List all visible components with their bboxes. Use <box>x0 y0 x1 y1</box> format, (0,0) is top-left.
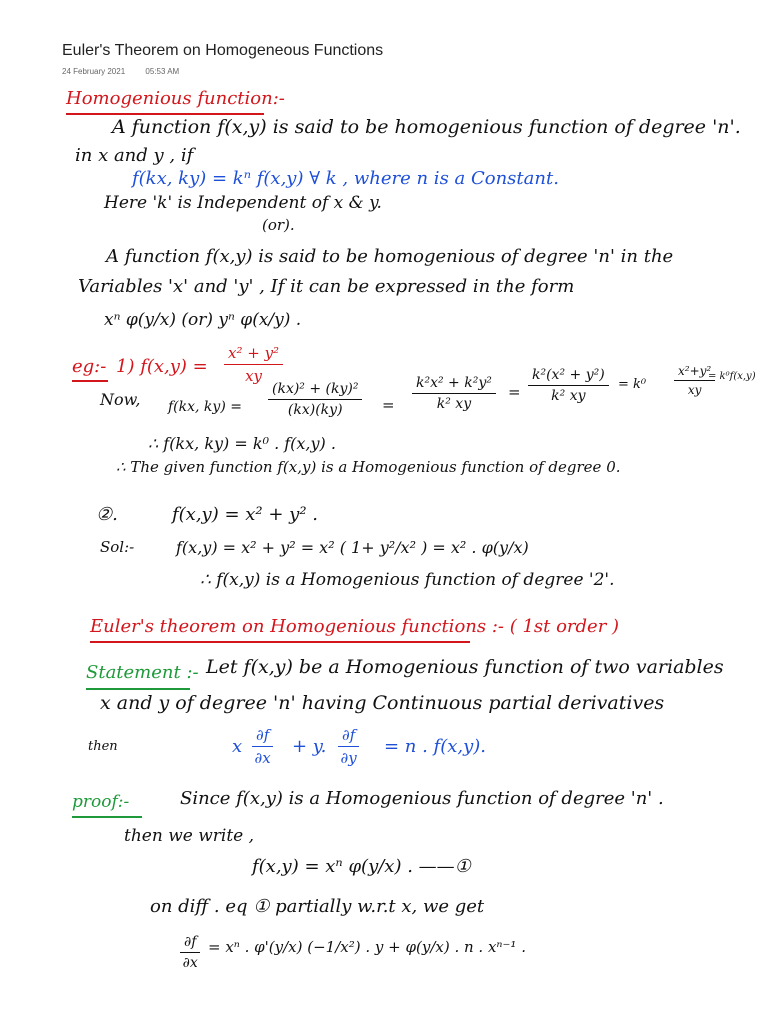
statement-line-1: Let f(x,y) be a Homogenious function of two variables <box>206 656 724 678</box>
alt-definition-line-1: A function f(x,y) is said to be homogenious of degree 'n' in the <box>106 246 674 267</box>
statement-line-2: x and y of degree 'n' having Continuous partial derivatives <box>100 692 665 714</box>
step-4-denominator: xy <box>687 383 702 397</box>
euler-heading-underline <box>90 641 470 643</box>
alt-definition-line-2: Variables 'x' and 'y' , If it can be expressed in the form <box>78 276 575 297</box>
page-time: 05:53 AM <box>145 67 180 76</box>
page-title: Euler's Theorem on Homogeneous Functions <box>62 42 384 59</box>
example-1-fraction <box>224 344 283 385</box>
example-2-function: f(x,y) = x² + y² . <box>172 504 318 525</box>
step-1-numerator: (kx)² + (ky)² <box>268 381 362 400</box>
solution-label: Sol:- <box>100 538 135 556</box>
proof-underline <box>72 816 142 818</box>
therefore-line-1: ∴ f(kx, ky) = k⁰ . f(x,y) . <box>148 434 336 453</box>
example-1-lhs: 1) f(x,y) = <box>116 356 208 377</box>
step-fraction-3 <box>528 367 609 404</box>
example-1-denominator: xy <box>245 367 262 385</box>
proof-equation: f(x,y) = xⁿ φ(y/x) . ——① <box>252 856 471 877</box>
heading-euler-theorem: Euler's theorem on Homogenious functions :- ( 1st order ) <box>90 616 620 637</box>
proof-label: proof:- <box>72 792 130 812</box>
euler-partial-x <box>252 726 273 767</box>
page-date: 24 February 2021 <box>62 67 126 76</box>
equals-sign-2: = <box>508 383 521 401</box>
last-partial <box>180 934 200 971</box>
step-4-numerator: x²+y² <box>674 364 715 381</box>
step-3-numerator: k²(x² + y²) <box>528 367 609 386</box>
example-label: eg:- <box>72 356 107 377</box>
last-partial-denominator: ∂x <box>182 955 198 971</box>
now-label: Now, <box>100 390 141 409</box>
proof-line-2: then we write , <box>124 826 255 846</box>
then-label: then <box>88 739 118 754</box>
example-underline <box>72 380 108 382</box>
alt-definition-line-3: xⁿ φ(y/x) (or) yⁿ φ(x/y) . <box>104 310 302 330</box>
definition-line-3: Here 'k' is Independent of x & y. <box>104 193 382 213</box>
euler-partial-y <box>338 726 359 767</box>
definition-line-1: A function f(x,y) is said to be homogenious function of degree 'n'. <box>112 116 741 138</box>
statement-underline <box>86 688 190 690</box>
therefore-line-2: ∴ The given function f(x,y) is a Homogenious function of degree 0. <box>116 458 621 476</box>
example-2-number: ②. <box>96 504 118 525</box>
euler-middle: + y. <box>292 736 327 757</box>
euler-partial-x-numerator: ∂f <box>252 726 273 747</box>
heading-homogeneous: Homogenious function:- <box>66 88 285 109</box>
solution-conclusion: ∴ f(x,y) is a Homogenious function of degree '2'. <box>200 570 615 590</box>
page-meta <box>62 67 197 76</box>
statement-label: Statement :- <box>86 662 199 683</box>
euler-partial-y-denominator: ∂y <box>340 749 357 767</box>
euler-partial-x-denominator: ∂x <box>254 749 271 767</box>
step-1-denominator: (kx)(ky) <box>287 402 343 418</box>
step-2-numerator: k²x² + k²y² <box>412 375 496 394</box>
euler-x: x <box>232 736 243 757</box>
definition-equation: f(kx, ky) = kⁿ f(x,y) ∀ k , where n is a Constant. <box>132 168 559 189</box>
last-line-rhs: = xⁿ . φ'(y/x) (−1/x²) . y + φ(y/x) . n . xⁿ⁻¹ . <box>208 938 526 956</box>
heading-underline <box>66 113 264 115</box>
equals-sign-1: = <box>382 396 395 414</box>
euler-partial-y-numerator: ∂f <box>338 726 359 747</box>
step-fraction-1 <box>268 381 362 418</box>
proof-line-1: Since f(x,y) is a Homogenious function of degree 'n' . <box>180 788 664 809</box>
step-3-denominator: k² xy <box>551 388 586 404</box>
euler-rhs: = n . f(x,y). <box>384 736 487 757</box>
step-4-tail: = k⁰f(x,y) <box>708 371 756 382</box>
definition-line-2: in x and y , if <box>75 145 194 166</box>
equals-sign-3: = k⁰ <box>618 377 647 392</box>
example-1-numerator: x² + y² <box>224 344 283 365</box>
proof-line-3: on diff . eq ① partially w.r.t x, we get <box>150 896 485 917</box>
solution-line: f(x,y) = x² + y² = x² ( 1+ y²/x² ) = x² . φ(y/x) <box>176 538 529 557</box>
now-lhs: f(kx, ky) = <box>168 399 242 415</box>
or-divider-1: (or). <box>262 216 295 234</box>
step-2-denominator: k² xy <box>436 396 472 412</box>
last-partial-numerator: ∂f <box>180 934 200 953</box>
step-fraction-2 <box>412 375 496 412</box>
